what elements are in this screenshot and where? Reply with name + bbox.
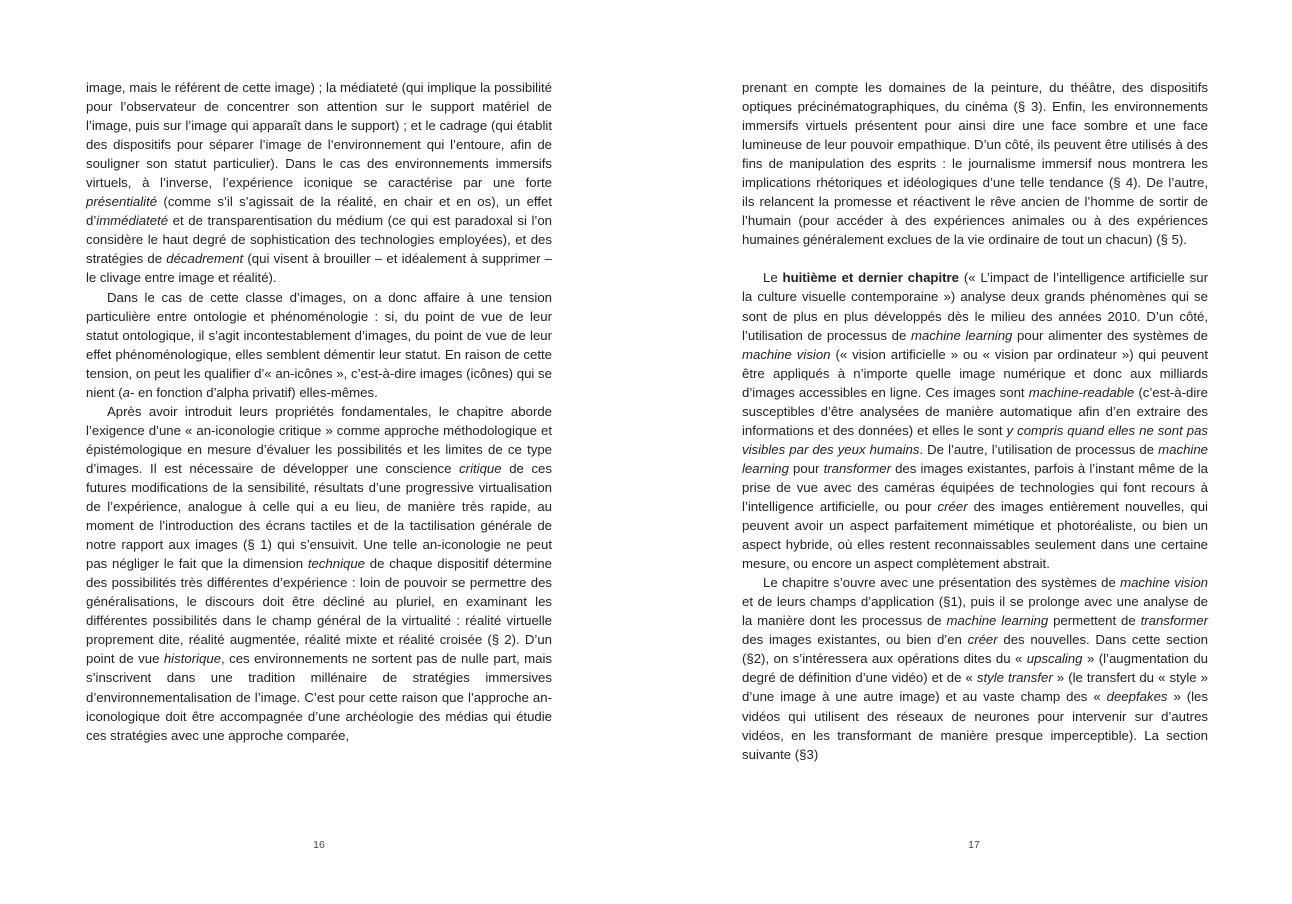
- left-page-number: 16: [313, 839, 325, 851]
- right-paragraph-3: Le chapitre s’ouvre avec une présentation des systèmes de machine vision et de leurs champs d’application (§1), puis il se prolonge avec une analyse de la manière dont les processus de machine learning permettent de transformer des images existantes, ou bien d’en créer des nouvelles. Dans cette section (§2), on s’intéressera aux opérations dites du « upscaling » (l’augmentation du degré de définition d’une vidéo) et de « style transfer » (le transfert du « style » d’une image à une autre image) et au vaste champ des « deepfakes » (les vidéos qui utilisent des réseaux de neurones pour intervenir sur d’autres vidéos, en les transformant de manière presque imperceptible). La section suivante (§3): [742, 575, 1209, 762]
- left-page-text: [86, 78, 552, 745]
- left-paragraph-1: image, mais le référent de cette image) ; la médiateté (qui implique la possibilité pour l’observateur de concentrer son attention sur le support matériel de l’image, puis sur l’image qui apparaît dans le support) ; et le cadrage (qui établit des dispositifs pour séparer l’image de l’environnement qui l’entoure, afin de souligner son statut particulier). Dans le cas des environnements immersifs virtuels, à l’inverse, l’expérience iconique se caractérise par une forte présentialité (comme s’il s’agissait de la réalité, en chair et en os), un effet d’immédiateté et de transparentisation du médium (ce qui est paradoxal si l’on considère le haut degré de sophistication des technologies employées), et des stratégies de décadrement (qui visent à brouiller – et idéalement à supprimer – le clivage entre image et réalité).: [86, 80, 552, 286]
- right-paragraph-1: prenant en compte les domaines de la peinture, du théâtre, des dispositifs optiques précinématographiques, du cinéma (§ 3). Enfin, les environnements immersifs virtuels présentent pour ainsi dire une face sombre et une face lumineuse de leur pouvoir empathique. D’un côté, ils peuvent être utilisés à des fins de manipulation des esprits : le journalisme immersif nous montrera les implications rhétoriques et idéologiques d’une telle tendance (§ 4). De l’autre, ils relancent la promesse et réactivent le rêve ancien de l’homme de sortir de l’humain (pour accéder à des expériences animales ou à des expériences humaines généralement exclues de la vie ordinaire de tout un chacun) (§ 5).: [742, 80, 1208, 248]
- left-paragraph-3: Après avoir introduit leurs propriétés fondamentales, le chapitre aborde l’exigence d’une « an-iconologie critique » comme approche méthodologique et épistémologique en mesure d’évaluer les possibilités et les limites de ce type d’images. Il est nécessaire de développer une conscience critique de ces futures modifications de la sensibilité, résultats d’une progressive virtualisation de l’expérience, analogue à celle qui a eu lieu, de manière très rapide, au moment de l’introduction des écrans tactiles et de la tactilisation générale de notre rapport aux images (§ 1) qui s’ensuivit. Une telle an-iconologie ne peut pas négliger le fait que la dimension technique de chaque dispositif détermine des possibilités très différentes d’expérience : loin de pouvoir se permettre des généralisations, le discours doit être décliné au pluriel, en examinant les différentes possibilités dans le champ général de la virtualité : réalité virtuelle proprement dite, réalité augmentée, réalité mixte et réalité croisée (§ 2). D’un point de vue historique, ces environnements ne sortent pas de nulle part, mais s’inscrivent dans une tradition millénaire de stratégies immersives d’environnementalisation de l’image. C’est pour cette raison que l’approche an-iconologique doit être accompagnée d’une archéologie des médias qui étudie ces stratégies avec une approche comparée,: [86, 403, 552, 743]
- left-paragraph-2: Dans le cas de cette classe d’images, on a donc affaire à une tension particulière entre ontologie et phénoménologie : si, du point de vue de leur statut ontologique, il s’agit incontestablement d’images, du point de vue de leur effet phénoménologique, elles semblent démentir leur statut. En raison de cette tension, on peut les qualifier d’« an-icônes », c’est-à-dire images (icônes) qui se nient (a- en fonction d’alpha privatif) elles-mêmes.: [86, 289, 552, 400]
- right-paragraph-2: Le huitième et dernier chapitre (« L’impact de l’intelligence artificielle sur la culture visuelle contemporaine ») analyse deux grands phénomènes qui se sont de plus en plus développés dès le milieu des années 2010. D’un côté, l’utilisation de processus de machine learning pour alimenter des systèmes de machine vision (« vision artificielle » ou « vision par ordinateur ») qui peuvent être appliqués à n’importe quelle image numérique et donc aux milliards d’images accessibles en ligne. Ces images sont machine-readable (c’est-à-dire susceptibles d’être analysées de manière automatique afin d’en extraire des informations et des données) et elles le sont y compris quand elles ne sont pas visibles par des yeux humains. De l’autre, l’utilisation de processus de machine learning pour transformer des images existantes, parfois à l’instant même de la prise de vue avec des caméras équipées de technologies qui font recours à l’intelligence artificielle, ou pour créer des images entièrement nouvelles, qui peuvent avoir un aspect parfaitement mimétique et photoréaliste, ou bien un aspect hybride, où elles restent reconnaissables seulement dans une certaine mesure, ou encore un aspect complètement abstrait.: [742, 270, 1209, 572]
- right-page-number: 17: [968, 839, 980, 851]
- right-page-text: [742, 78, 1208, 764]
